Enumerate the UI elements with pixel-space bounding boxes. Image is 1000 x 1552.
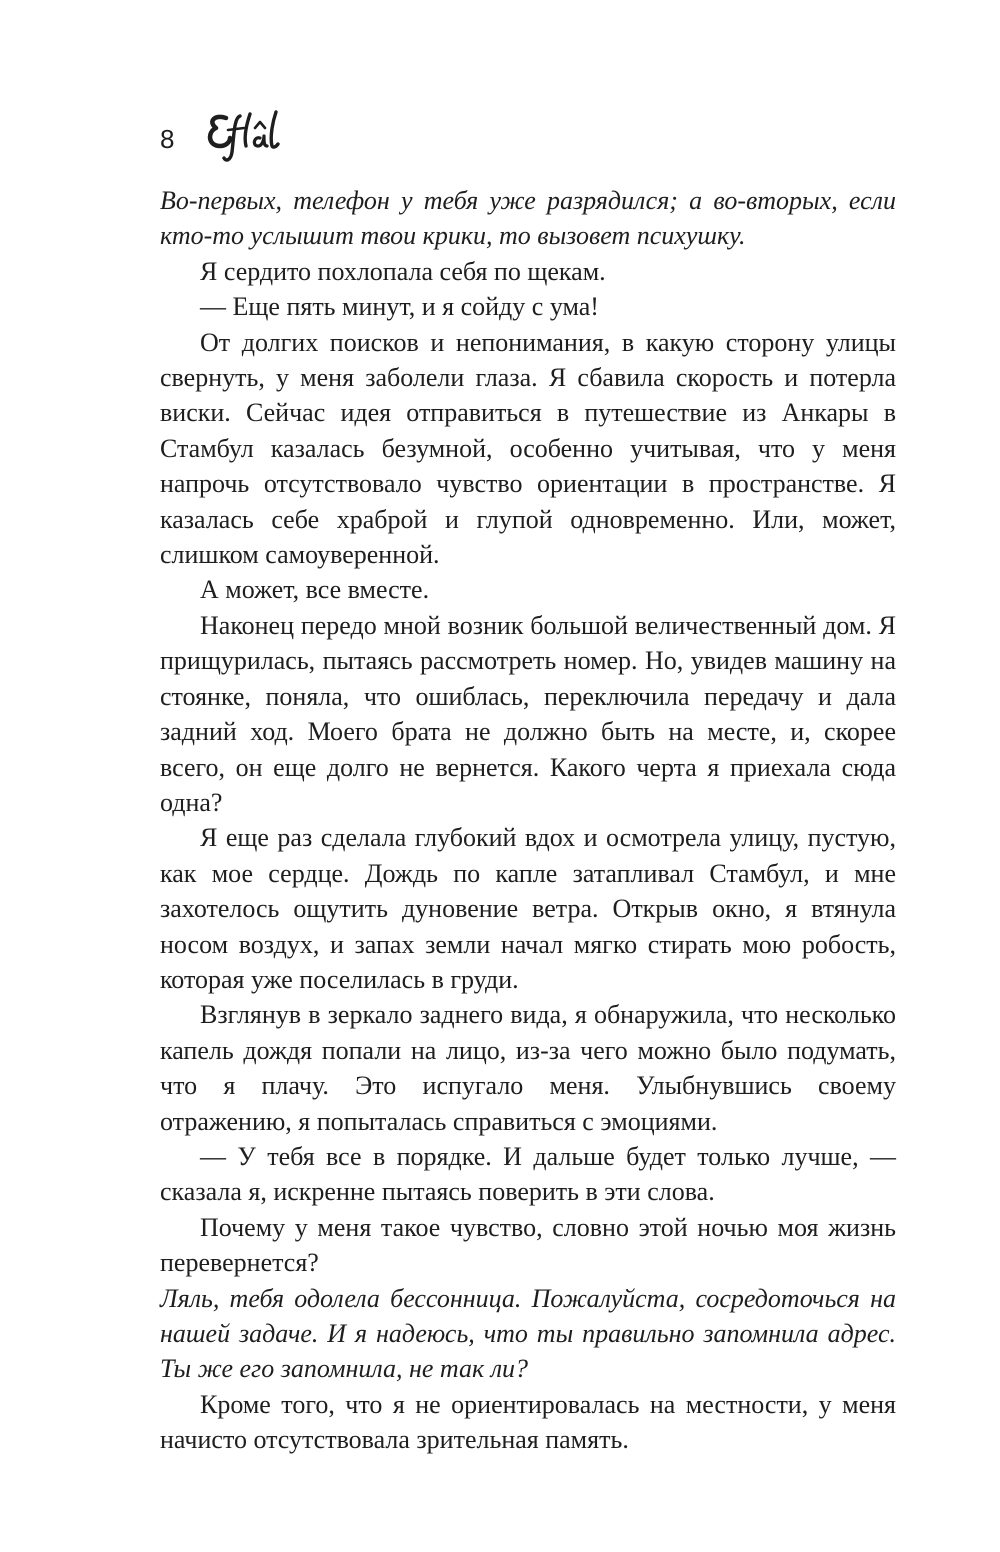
paragraph: Почему у меня такое чувство, словно этой ночью моя жизнь перевернется? (160, 1212, 896, 1278)
paragraph-dialogue: — Еще пять минут, и я сойду с ума! (200, 292, 599, 322)
paragraph-inner-voice-1: Во-первых, телефон у тебя уже разрядился; а во-вторых, если кто-то услышит твои крики, то вызовет психушку. (160, 186, 896, 251)
paragraph: От долгих поисков и непонимания, в какую сторону улицы свернуть, у меня заболели глаза. Я сбавила скорость и потерла виски. Сейчас идея отправиться в путешествие из Анкары в Стамбул казалась безумной, особенно учитывая, что у меня напрочь отсутствовало чувство ориентации в пространстве. Я казалась себе храброй и глупой одновременно. Или, может, слишком самоуверенной. (160, 327, 896, 570)
paragraph-inner-voice-2: Ляль, тебя одолела бессонница. Пожалуйста, сосредоточься на нашей задаче. И я надеюсь, что ты правильно запомнила адрес. Ты же его запомнила, не так ли? (160, 1283, 896, 1384)
paragraph-dialogue: — У тебя все в порядке. И дальше будет только лучше, — сказала я, искренне пытаясь поверить в эти слова. (160, 1141, 896, 1207)
page-number: 8 (160, 124, 175, 154)
author-logo (204, 108, 288, 168)
paragraph: Кроме того, что я не ориентировалась на местности, у меня начисто отсутствовала зрительная память. (160, 1389, 896, 1455)
paragraph: Взглянув в зеркало заднего вида, я обнаружила, что несколько капель дождя попали на лицо, из-за чего можно было подумать, что я плачу. Это испугало меня. Улыбнувшись своему отражению, я попыталась справиться с эмоциями. (160, 1000, 896, 1136)
paragraph: Наконец передо мной возник большой величественный дом. Я прищурилась, пытаясь рассмотреть номер. Но, увидев машину на стоянке, поняла, что ошиблась, переключила передачу и дала задний ход. Моего брата не должно быть на месте, и, скорее всего, он еще долго не вернется. Какого черта я приехала сюда одна? (160, 610, 896, 817)
paragraph: Я еще раз сделала глубокий вдох и осмотрела улицу, пустую, как мое сердце. Дождь по капле затапливал Стамбул, и мне захотелось ощутить дуновение ветра. Открыв окно, я втянула носом воздух, и запах земли начал мягко стирать мою робость, которая уже поселилась в груди. (160, 823, 896, 994)
body-text (160, 183, 896, 1458)
paragraph: Я сердито похлопала себя по щекам. (200, 256, 606, 286)
paragraph: А может, все вместе. (200, 575, 430, 605)
